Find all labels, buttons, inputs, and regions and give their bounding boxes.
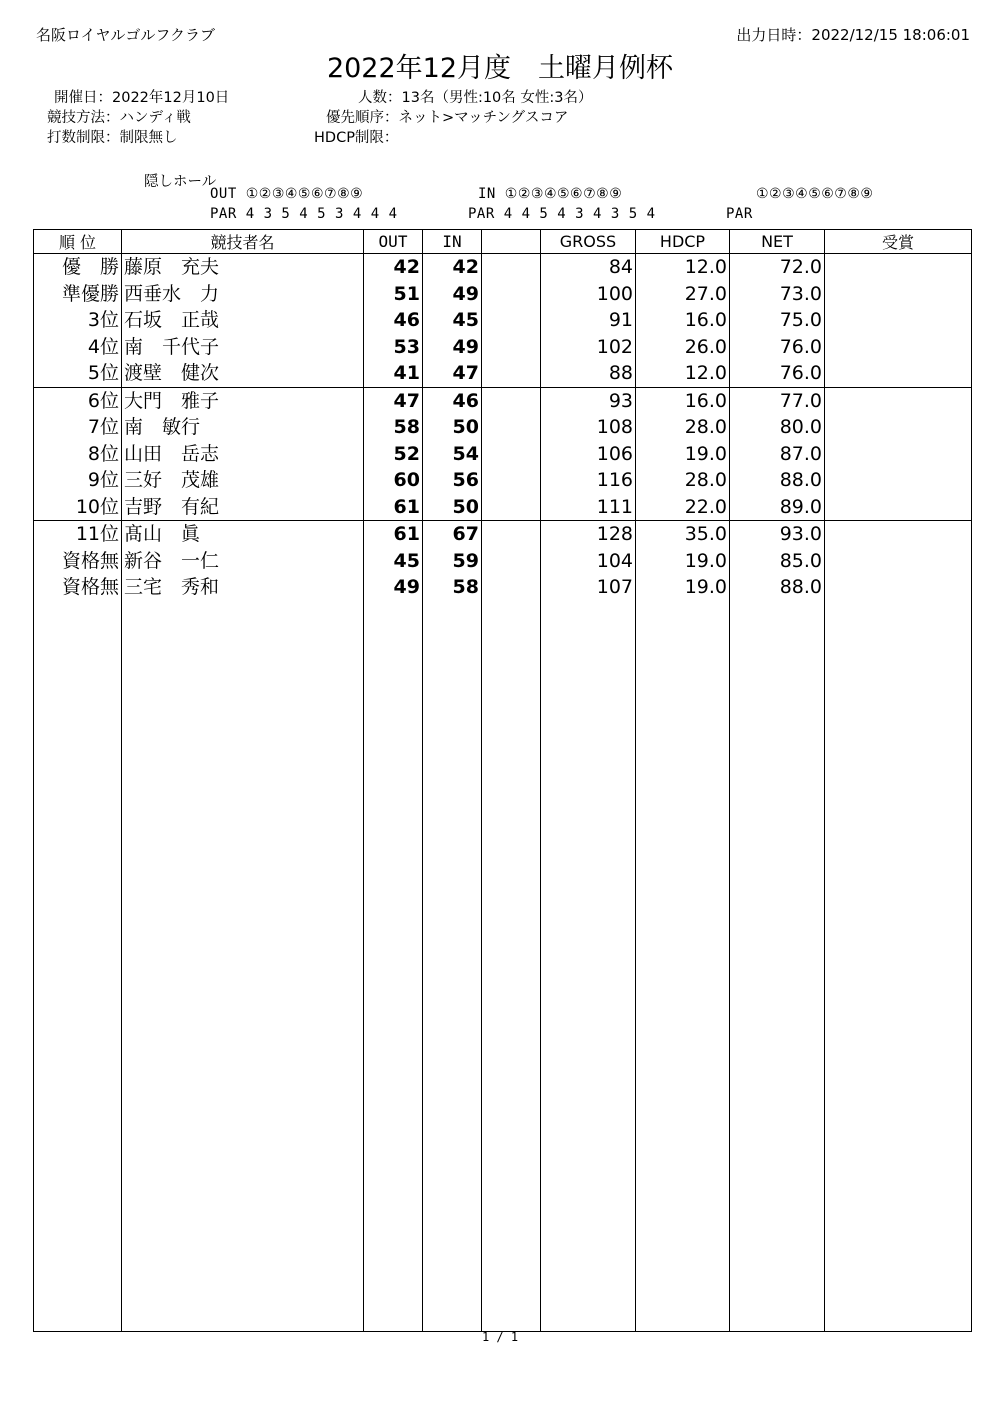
blank-cell: [482, 307, 541, 334]
net-cell: 93.0: [730, 521, 825, 548]
award-cell: [825, 387, 972, 414]
in-score-cell: 59: [423, 548, 482, 575]
hdcp-cell: 16.0: [636, 387, 730, 414]
blank-cell: [482, 281, 541, 308]
header-in: IN: [423, 230, 482, 254]
stroke-limit: 打数制限：制限無し: [47, 130, 178, 146]
table-row: [34, 494, 972, 521]
blank-cell: [482, 521, 541, 548]
table-row: [34, 521, 972, 548]
out-score-cell: 45: [364, 548, 423, 575]
in-score-cell: 49: [423, 281, 482, 308]
blank-cell: [482, 548, 541, 575]
results-table: [33, 229, 972, 1332]
award-cell: [825, 254, 972, 281]
gross-cell: 84: [541, 254, 636, 281]
rank-cell: 3位: [34, 307, 122, 334]
hdcp-cell: 12.0: [636, 360, 730, 387]
header-blank: [482, 230, 541, 254]
header-hdcp: HDCP: [636, 230, 730, 254]
in-score-cell: 50: [423, 414, 482, 441]
player-name-cell: 西垂水 力: [122, 281, 364, 308]
player-name-cell: 髙山 眞: [122, 521, 364, 548]
table-filler-row: [34, 601, 972, 1332]
out-score-cell: 53: [364, 334, 423, 361]
header-out: OUT: [364, 230, 423, 254]
gross-cell: 111: [541, 494, 636, 521]
net-cell: 85.0: [730, 548, 825, 575]
out-score-cell: 61: [364, 521, 423, 548]
net-cell: 72.0: [730, 254, 825, 281]
award-cell: [825, 281, 972, 308]
player-name-cell: 渡壁 健次: [122, 360, 364, 387]
table-row: [34, 360, 972, 387]
gross-cell: 100: [541, 281, 636, 308]
hidden-holes-out: OUT ①②③④⑤⑥⑦⑧⑨: [210, 186, 364, 202]
hidden-holes-in-par: PAR 4 4 5 4 3 4 3 5 4: [468, 206, 656, 222]
rank-cell: 4位: [34, 334, 122, 361]
rank-cell: 7位: [34, 414, 122, 441]
award-cell: [825, 467, 972, 494]
award-cell: [825, 441, 972, 468]
award-cell: [825, 521, 972, 548]
rank-cell: 10位: [34, 494, 122, 521]
in-score-cell: 50: [423, 494, 482, 521]
in-score-cell: 56: [423, 467, 482, 494]
blank-cell: [482, 441, 541, 468]
net-cell: 77.0: [730, 387, 825, 414]
hdcp-cell: 28.0: [636, 414, 730, 441]
hidden-holes-out-par: PAR 4 3 5 4 5 3 4 4 4: [210, 206, 398, 222]
out-score-cell: 61: [364, 494, 423, 521]
gross-cell: 108: [541, 414, 636, 441]
in-score-cell: 58: [423, 574, 482, 601]
in-score-cell: 47: [423, 360, 482, 387]
hdcp-cell: 26.0: [636, 334, 730, 361]
blank-cell: [482, 387, 541, 414]
table-row: [34, 574, 972, 601]
net-cell: 80.0: [730, 414, 825, 441]
net-cell: 88.0: [730, 467, 825, 494]
hdcp-cell: 22.0: [636, 494, 730, 521]
table-row: [34, 414, 972, 441]
in-score-cell: 54: [423, 441, 482, 468]
award-cell: [825, 307, 972, 334]
rank-cell: 優 勝: [34, 254, 122, 281]
blank-cell: [482, 360, 541, 387]
in-score-cell: 45: [423, 307, 482, 334]
hdcp-limit: HDCP制限：: [314, 130, 399, 146]
event-date: 開催日：2022年12月10日: [54, 90, 230, 106]
player-name-cell: 藤原 充夫: [122, 254, 364, 281]
award-cell: [825, 360, 972, 387]
blank-cell: [482, 574, 541, 601]
rank-cell: 5位: [34, 360, 122, 387]
player-name-cell: 新谷 一仁: [122, 548, 364, 575]
header-net: NET: [730, 230, 825, 254]
player-name-cell: 三好 茂雄: [122, 467, 364, 494]
table-row: [34, 281, 972, 308]
player-name-cell: 山田 岳志: [122, 441, 364, 468]
blank-cell: [482, 334, 541, 361]
header-award: 受賞: [825, 230, 972, 254]
page-number: 1 / 1: [481, 1330, 519, 1344]
out-score-cell: 42: [364, 254, 423, 281]
out-score-cell: 52: [364, 441, 423, 468]
printed-timestamp: 出力日時：2022/12/15 18:06:01: [736, 26, 970, 44]
club-name: 名阪ロイヤルゴルフクラブ: [36, 26, 215, 44]
priority-order: 優先順序：ネット>マッチングスコア: [326, 110, 569, 126]
award-cell: [825, 548, 972, 575]
net-cell: 87.0: [730, 441, 825, 468]
hidden-holes-extra: ①②③④⑤⑥⑦⑧⑨: [756, 186, 874, 202]
blank-cell: [482, 414, 541, 441]
header-gross: GROSS: [541, 230, 636, 254]
page-title: 2022年12月度 土曜月例杯: [326, 53, 674, 84]
gross-cell: 88: [541, 360, 636, 387]
player-name-cell: 吉野 有紀: [122, 494, 364, 521]
out-score-cell: 41: [364, 360, 423, 387]
in-score-cell: 46: [423, 387, 482, 414]
out-score-cell: 60: [364, 467, 423, 494]
net-cell: 89.0: [730, 494, 825, 521]
hdcp-cell: 16.0: [636, 307, 730, 334]
hdcp-cell: 19.0: [636, 548, 730, 575]
gross-cell: 104: [541, 548, 636, 575]
table-row: [34, 548, 972, 575]
blank-cell: [482, 467, 541, 494]
net-cell: 76.0: [730, 334, 825, 361]
table-row: [34, 307, 972, 334]
table-row: [34, 334, 972, 361]
hdcp-cell: 19.0: [636, 441, 730, 468]
gross-cell: 116: [541, 467, 636, 494]
player-count: 人数：13名（男性:10名 女性:3名）: [358, 90, 593, 106]
gross-cell: 106: [541, 441, 636, 468]
rank-cell: 11位: [34, 521, 122, 548]
player-name-cell: 石坂 正哉: [122, 307, 364, 334]
rank-cell: 資格無: [34, 574, 122, 601]
hdcp-cell: 27.0: [636, 281, 730, 308]
net-cell: 73.0: [730, 281, 825, 308]
net-cell: 75.0: [730, 307, 825, 334]
award-cell: [825, 574, 972, 601]
player-name-cell: 南 千代子: [122, 334, 364, 361]
player-name-cell: 南 敏行: [122, 414, 364, 441]
rank-cell: 9位: [34, 467, 122, 494]
hidden-holes-extra-par: PAR: [726, 206, 753, 222]
gross-cell: 102: [541, 334, 636, 361]
table-row: [34, 467, 972, 494]
award-cell: [825, 494, 972, 521]
hdcp-cell: 28.0: [636, 467, 730, 494]
hdcp-cell: 35.0: [636, 521, 730, 548]
player-name-cell: 大門 雅子: [122, 387, 364, 414]
out-score-cell: 47: [364, 387, 423, 414]
rank-cell: 資格無: [34, 548, 122, 575]
table-row: [34, 441, 972, 468]
table-row: [34, 254, 972, 281]
blank-cell: [482, 254, 541, 281]
rank-cell: 6位: [34, 387, 122, 414]
in-score-cell: 42: [423, 254, 482, 281]
header-name: 競技者名: [122, 230, 364, 254]
net-cell: 76.0: [730, 360, 825, 387]
gross-cell: 93: [541, 387, 636, 414]
hdcp-cell: 12.0: [636, 254, 730, 281]
competition-method: 競技方法：ハンディ戦: [47, 110, 191, 126]
table-header-row: [34, 230, 972, 254]
in-score-cell: 49: [423, 334, 482, 361]
in-score-cell: 67: [423, 521, 482, 548]
hidden-holes-label: 隠しホール: [144, 174, 217, 190]
hdcp-cell: 19.0: [636, 574, 730, 601]
gross-cell: 91: [541, 307, 636, 334]
hidden-holes-in: IN ①②③④⑤⑥⑦⑧⑨: [478, 186, 623, 202]
player-name-cell: 三宅 秀和: [122, 574, 364, 601]
out-score-cell: 49: [364, 574, 423, 601]
out-score-cell: 58: [364, 414, 423, 441]
out-score-cell: 46: [364, 307, 423, 334]
rank-cell: 8位: [34, 441, 122, 468]
net-cell: 88.0: [730, 574, 825, 601]
header-rank: 順 位: [34, 230, 122, 254]
table-row: [34, 387, 972, 414]
gross-cell: 128: [541, 521, 636, 548]
blank-cell: [482, 494, 541, 521]
award-cell: [825, 334, 972, 361]
rank-cell: 準優勝: [34, 281, 122, 308]
gross-cell: 107: [541, 574, 636, 601]
out-score-cell: 51: [364, 281, 423, 308]
award-cell: [825, 414, 972, 441]
